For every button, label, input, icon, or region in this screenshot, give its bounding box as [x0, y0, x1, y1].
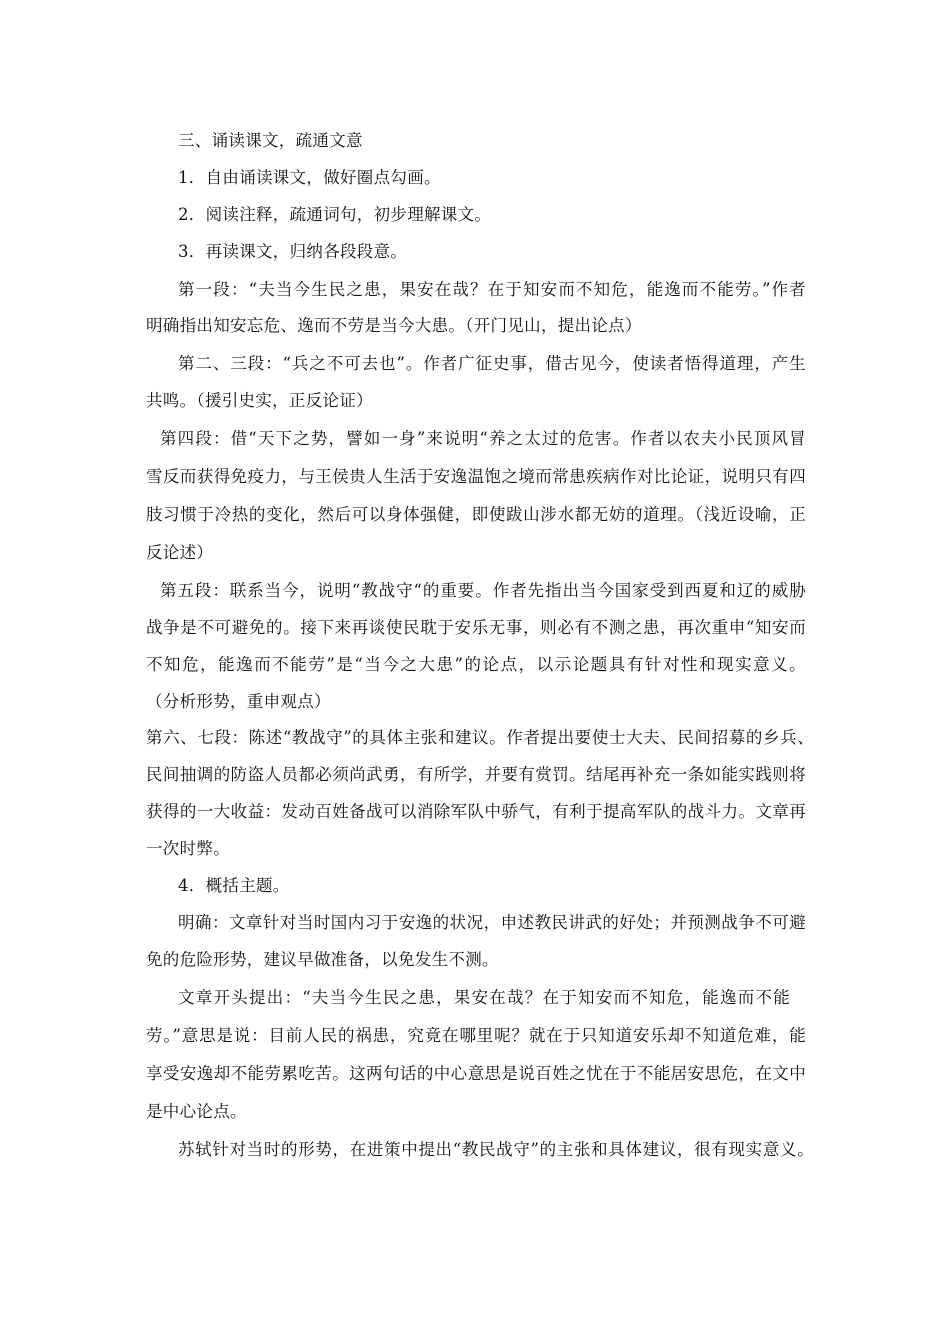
paragraph-line: 获得的一大收益：发动百姓备战可以消除军队中骄气，有利于提高军队的战斗力。文章再: [146, 802, 806, 821]
paragraph-line: 文章开头提出：“夫当今生民之患，果安在哉？在于知安而不知危，能逸而不能: [178, 988, 790, 1007]
paragraph-line: 第四段：借“天下之势，譬如一身”来说明“养之太过的危害。作者以农夫小民顶风冒: [160, 429, 806, 448]
paragraph-line: 共鸣。（援引史实，正反论证）: [146, 391, 373, 410]
paragraph-line: 一次时弊。: [146, 839, 230, 858]
step-3: 3．再读课文，归纳各段段意。: [178, 242, 408, 261]
paragraph-line: 第一段：“夫当今生民之患，果安在哉？在于知安而不知危，能逸而不能劳。”作者: [178, 280, 806, 299]
paragraph-line: 雪反而获得免疫力，与王侯贵人生活于安逸温饱之境而常患疾病作对比论证，说明只有四: [146, 467, 806, 486]
paragraph-line: 苏轼针对当时的形势，在进策中提出“教民战守”的主张和具体建议，很有现实意义。: [178, 1140, 814, 1159]
step-2: 2．阅读注释，疏通词句，初步理解课文。: [178, 205, 492, 224]
paragraph-line: 战争是不可避免的。接下来再谈使民耽于安乐无事，则必有不测之患，再次重申“知安而: [146, 618, 806, 637]
paragraph-line: 不知危，能逸而不能劳”是“当今之大患”的论点，以示论题具有针对性和现实意义。: [146, 655, 806, 674]
section-heading: 三、诵读课文，疏通文意: [178, 131, 363, 150]
step-4: 4．概括主题。: [178, 876, 290, 895]
paragraph-line: 是中心论点。: [146, 1102, 247, 1121]
paragraph-line: 免的危险形势，建议早做准备，以免发生不测。: [146, 950, 499, 969]
paragraph-line: 第六、七段：陈述“教战守”的具体主张和建议。作者提出要使士大夫、民间招募的乡兵、: [146, 728, 814, 747]
paragraph-line: 明确：文章针对当时国内习于安逸的状况，申述教民讲武的好处；并预测战争不可避: [178, 913, 806, 932]
paragraph-line: 享受安逸却不能劳累吃苦。这两句话的中心意思是说百姓之忧在于不能居安思危，在文中: [146, 1064, 806, 1083]
step-1: 1．自由诵读课文，做好圈点勾画。: [178, 168, 441, 187]
paragraph-line: 第二、三段：“兵之不可去也”。作者广征史事，借古见今，使读者悟得道理，产生: [178, 354, 806, 373]
paragraph-line: 肢习惯于冷热的变化，然后可以身体强健，即使跋山涉水都无妨的道理。（浅近设喻，正: [146, 505, 806, 524]
paragraph-line: （分析形势，重申观点）: [146, 692, 331, 711]
paragraph-line: 反论述）: [146, 543, 214, 562]
paragraph-line: 第五段：联系当今，说明“教战守“的重要。作者先指出当今国家受到西夏和辽的威胁: [160, 581, 806, 600]
paragraph-line: 民间抽调的防盗人员都必须尚武勇，有所学，并要有赏罚。结尾再补充一条如能实践则将: [146, 765, 806, 784]
paragraph-line: 劳。”意思是说：目前人民的祸患，究竟在哪里呢？就在于只知道安乐却不知道危难，能: [146, 1026, 806, 1045]
paragraph-line: 明确指出知安忘危、逸而不劳是当今大患。（开门见山，提出论点）: [146, 316, 642, 335]
